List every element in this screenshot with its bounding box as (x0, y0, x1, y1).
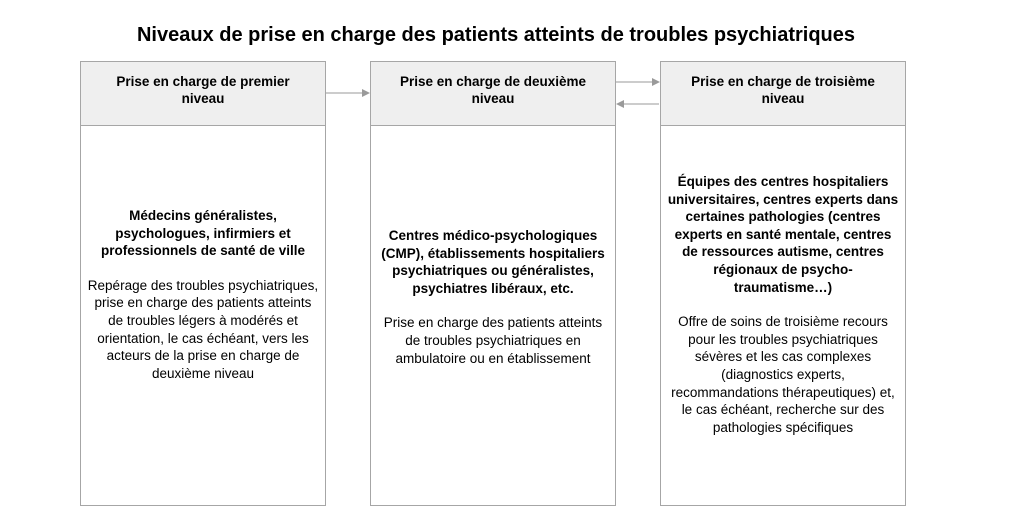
page-title: Niveaux de prise en charge des patients atteints de troubles psychiatriques (136, 24, 855, 46)
level-3-entities: Équipes des centres hospitaliers universitaires, centres experts dans certaines pathologies (centres experts en santé mentale, centres de ressources autisme, centres régionaux de psycho-traumatisme…) (667, 174, 899, 295)
level-1-header: Prise en charge de premier niveau (81, 62, 325, 126)
level-1-entities: Médecins généralistes, psychologues, infirmiers et professionnels de santé de ville (100, 208, 306, 259)
level-2-entities: Centres médico-psychologiques (CMP), établissements hospitaliers psychiatriques ou généralistes, psychiatres libéraux, etc. (381, 228, 605, 296)
level-3-header: Prise en charge de troisième niveau (661, 62, 905, 126)
level-3-description: Offre de soins de troisième recours pour les troubles psychiatriques sévères et les cas complexes (diagnostics experts, recommandations thérapeutiques) et, le cas échéant, recherche sur des pathologies spécifiques (671, 314, 895, 435)
level-2-description: Prise en charge des patients atteints de troubles psychiatriques en ambulatoire ou en établissement (383, 315, 603, 366)
level-2-header: Prise en charge de deuxième niveau (371, 62, 615, 126)
level-1-description: Repérage des troubles psychiatriques, prise en charge des patients atteints de troubles légers à modérés et orientation, le cas échéant, vers les acteurs de la prise en charge de deuxième niveau (87, 277, 319, 381)
